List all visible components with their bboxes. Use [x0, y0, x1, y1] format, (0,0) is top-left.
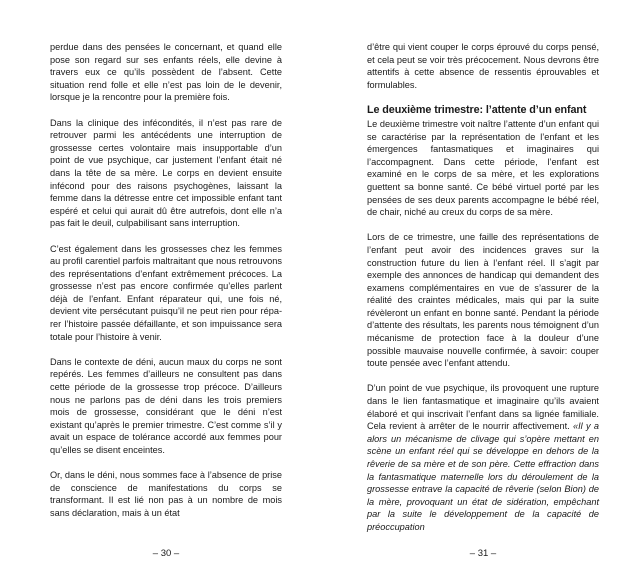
quotation-italic: «Il y a alors un mécanisme de clivage qui s’opère mettant en scène un enfant réel qui se développe en dehors de la rêverie de sa mère et de son père. Cette effraction dans la fantasmatique maternelle lors du déroulement de la grossesse entrave la capacité de rêverie (selon Bion) de la mère, provoquant un état de sidération, empêchant par la suite le développement de la capacité de préoccupation	[367, 421, 599, 532]
right-paragraph-4-text: D’un point de vue psychique, ils provoquent une rupture dans le lien fantasmatique et imaginaire qu’ils avaient élaboré et qui inscrivait l’enfant dans sa lignée familiale. Cela revient à arrêter de le nourrir affectivement.	[367, 383, 599, 432]
left-paragraph-5: Or, dans le déni, nous sommes face à l’absence de prise de conscience de manifestations du corps se transformant. Il est lié non pas à un nombre de mois sans déclaration, mais à un état	[50, 470, 282, 518]
right-page	[319, 0, 638, 575]
left-paragraph-2: Dans la clinique des infécondités, il n’est pas rare de retrouver parmi les antécédents une interruption de grossesse certes volontaire mais insupportable d’un point de vue psychique, car justement l’enfant était né dans la tête de sa mère. Le corps en devient ensuite infécond pour des raisons psychogènes, laissant la femme dans la détresse entre cet impossible enfant tant espéré et celui qui aurait dû être autrefois, dont elle n’a pas fait le deuil, culpabilisant sans interruption.	[50, 117, 282, 229]
section-heading: Le deuxième trimestre: l’attente d’un enfant	[367, 103, 587, 116]
right-paragraph-4	[367, 382, 599, 533]
page-number-right: – 31 –	[469, 548, 497, 559]
right-paragraph-1: d’être qui vient couper le corps éprouvé du corps pensé, et cela peut se voir très précocement. Nous devrons être attentifs à cette absence de ressentis éprouvables et formulables.	[367, 42, 599, 90]
left-paragraph-3: C’est également dans les grossesses chez les femmes au profil carentiel parfois maltraitant que nous retrouvons des représentations d’enfant extrêmement précoces. La grossesse n’est pas encore confirmée qu’elles parlent déjà de l’enfant. Enfant réparateur qui, une fois né, devient vite persécutant puisqu’il ne peut rien pour réparer l’histoire passée défaillante, et son impuissance sera totale pour l’histoire à venir.	[50, 243, 282, 342]
left-text-column	[50, 41, 282, 532]
page-number-left: – 30 –	[152, 548, 180, 559]
right-paragraph-2: Le deuxième trimestre voit naître l’attente d’un enfant qui se caractérise par la représentation de l’enfant et les émergences fantasmatiques et imaginaires qui l’accompagnent. Dans cette période, l’enfant est examiné en le corps de sa mère, et les explorations guettent sa bonne santé. Ce bébé virtuel porté par les pensées de ses deux parents accompagne le bébé réel, de chair, niché au creux du corps de sa mère.	[367, 118, 599, 218]
left-paragraph-4: Dans le contexte de déni, aucun maux du corps ne sont repérés. Les femmes d’ailleurs ne consultent pas dans cette période de la grossesse trop précoce. D’ailleurs nous ne parlons pas de déni dans les trois premiers mois de grossesse, considérant que le déni n’est existant qu’après le premier trimestre. C’est comme s’il y avait un espace de tolérance accordé aux femmes pour qu’elles se disent enceintes.	[50, 356, 282, 455]
left-paragraph-1: perdue dans des pensées le concernant, et quand elle pose son regard sur ses enfants réels, elle devine à travers eux ce qu’ils possèdent de l’absent. Cette situation rend folle et elle n’est pas loin de le devenir, lorsque je la rencontre pour la première fois.	[50, 42, 282, 103]
right-paragraph-3: Lors de ce trimestre, une faille des représentations de l’enfant peut avoir des incidences graves sur la construction future du lien à l’enfant réel. Il s’agit par exemple des annonces de handicap qui demandent des examens complémentaires en vue de s’assurer de la réalité des craintes médicales, mais qui par la suite révèleront un enfant en bonne santé. Pendant la période d’attente des résultats, les parents nous témoignent d’un mécanisme de protection face à la douleur d’une possible mauvaise nouvelle confirmée, à savoir: couper toute pensée avec l’enfant attendu.	[367, 232, 599, 369]
right-text-column	[367, 41, 599, 546]
